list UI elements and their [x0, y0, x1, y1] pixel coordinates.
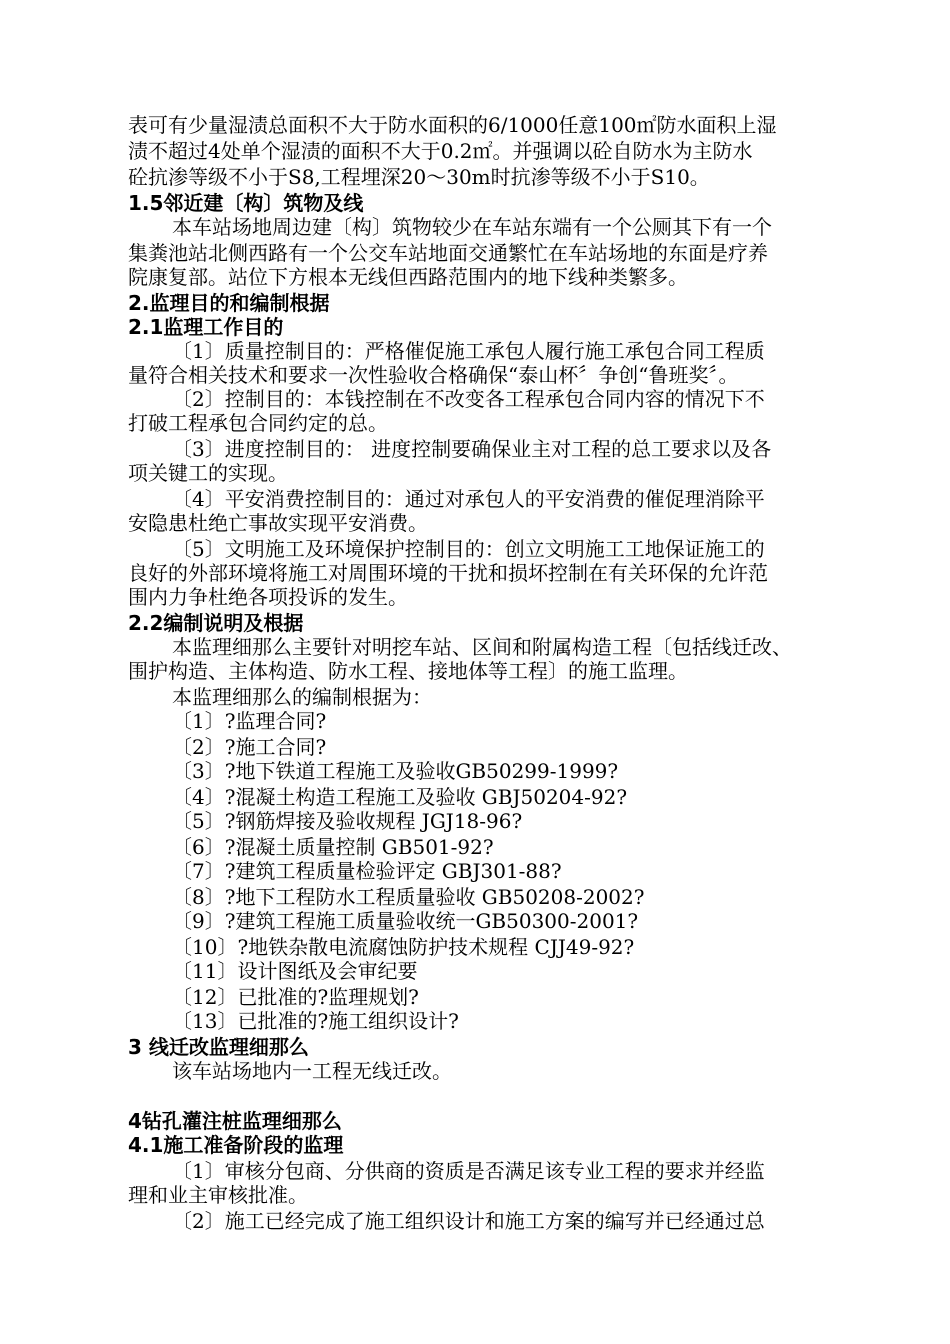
paragraph-line: 该车站场地内一工程无线迁改。: [172, 1059, 452, 1083]
paragraph-line: 院康复部。站位下方根本无线但西路范围内的地下线种类繁多。: [128, 265, 688, 289]
paragraph-line: 表可有少量湿渍总面积不大于防水面积的6/1000任意100㎡防水面积上湿: [128, 113, 777, 137]
paragraph-line: 〔2〕施工已经完成了施工组织设计和施工方案的编写并已经通过总: [172, 1209, 765, 1233]
paragraph-line: 本车站场地周边建〔构〕筑物较少在车站东端有一个公厕其下有一个: [172, 215, 772, 239]
basis-list-item: 〔11〕设计图纸及会审纪要: [172, 959, 418, 983]
basis-list-item: 〔13〕已批准的?施工组织设计?: [172, 1009, 459, 1033]
paragraph-line: 打破工程承包合同约定的总。: [128, 411, 388, 435]
basis-list-item: 〔8〕?地下工程防水工程质量验收 GB50208-2002?: [172, 885, 645, 909]
section-heading-4: 4钻孔灌注桩监理细那么: [128, 1109, 342, 1133]
paragraph-line: 量符合相关技术和要求一次性验收合格确保“泰山杯〞争创“鲁班奖〞。: [128, 363, 739, 387]
section-heading-2-2: 2.2编制说明及根据: [128, 611, 304, 635]
basis-list-item: 〔4〕?混凝土构造工程施工及验收 GBJ50204-92?: [172, 785, 628, 809]
section-heading-2-1: 2.1监理工作目的: [128, 315, 284, 339]
paragraph-line: 砼抗渗等级不小于S8,工程埋深20～30m时抗渗等级不小于S10。: [128, 165, 710, 189]
basis-list-item: 〔9〕?建筑工程施工质量验收统一GB50300-2001?: [172, 909, 639, 933]
paragraph-line: 安隐患杜绝亡事故实现平安消费。: [128, 511, 428, 535]
paragraph-line: 〔2〕控制目的：本钱控制在不改变各工程承包合同内容的情况下不: [172, 387, 765, 411]
paragraph-line: 渍不超过4处单个湿渍的面积不大于0.2㎡。并强调以砼自防水为主防水: [128, 139, 753, 163]
basis-list-item: 〔12〕已批准的?监理规划?: [172, 985, 419, 1009]
paragraph-line: 本监理细那么主要针对明挖车站、区间和附属构造工程〔包括线迁改、: [172, 635, 792, 659]
basis-list-item: 〔3〕?地下铁道工程施工及验收GB50299-1999?: [172, 759, 619, 783]
basis-list-item: 〔6〕?混凝土质量控制 GB501-92?: [172, 835, 494, 859]
paragraph-line: 围护构造、主体构造、防水工程、接地体等工程〕的施工监理。: [128, 659, 688, 683]
basis-list-item: 〔5〕?钢筋焊接及验收规程 JGJ18-96?: [172, 809, 523, 833]
basis-list-item: 〔10〕?地铁杂散电流腐蚀防护技术规程 CJJ49-92?: [172, 935, 635, 959]
paragraph-line: 〔4〕平安消费控制目的：通过对承包人的平安消费的催促理消除平: [172, 487, 765, 511]
section-heading-2: 2.监理目的和编制根据: [128, 291, 330, 315]
basis-list-item: 〔1〕?监理合同?: [172, 709, 327, 733]
paragraph-line: 围内力争杜绝各项投诉的发生。: [128, 585, 408, 609]
basis-list-item: 〔7〕?建筑工程质量检验评定 GBJ301-88?: [172, 859, 562, 883]
paragraph-line: 良好的外部环境将施工对周围环境的干扰和损坏控制在有关环保的允许范: [128, 561, 768, 585]
paragraph-line: 集粪池站北侧西路有一个公交车站地面交通繁忙在车站场地的东面是疗养: [128, 241, 768, 265]
paragraph-line: 〔5〕文明施工及环境保护控制目的：创立文明施工工地保证施工的: [172, 537, 765, 561]
paragraph-line: 理和业主审核批准。: [128, 1183, 308, 1207]
section-heading-3: 3 线迁改监理细那么: [128, 1035, 309, 1059]
paragraph-line: 项关键工的实现。: [128, 461, 288, 485]
paragraph-line: 〔1〕质量控制目的：严格催促施工承包人履行施工承包合同工程质: [172, 339, 765, 363]
paragraph-line: 〔3〕进度控制目的： 进度控制要确保业主对工程的总工要求以及各: [172, 437, 772, 461]
section-heading-1-5: 1.5邻近建〔构〕筑物及线: [128, 191, 364, 215]
paragraph-line: 本监理细那么的编制根据为：: [172, 685, 432, 709]
paragraph-line: 〔1〕审核分包商、分供商的资质是否满足该专业工程的要求并经监: [172, 1159, 765, 1183]
basis-list-item: 〔2〕?施工合同?: [172, 735, 327, 759]
section-heading-4-1: 4.1施工准备阶段的监理: [128, 1133, 344, 1157]
